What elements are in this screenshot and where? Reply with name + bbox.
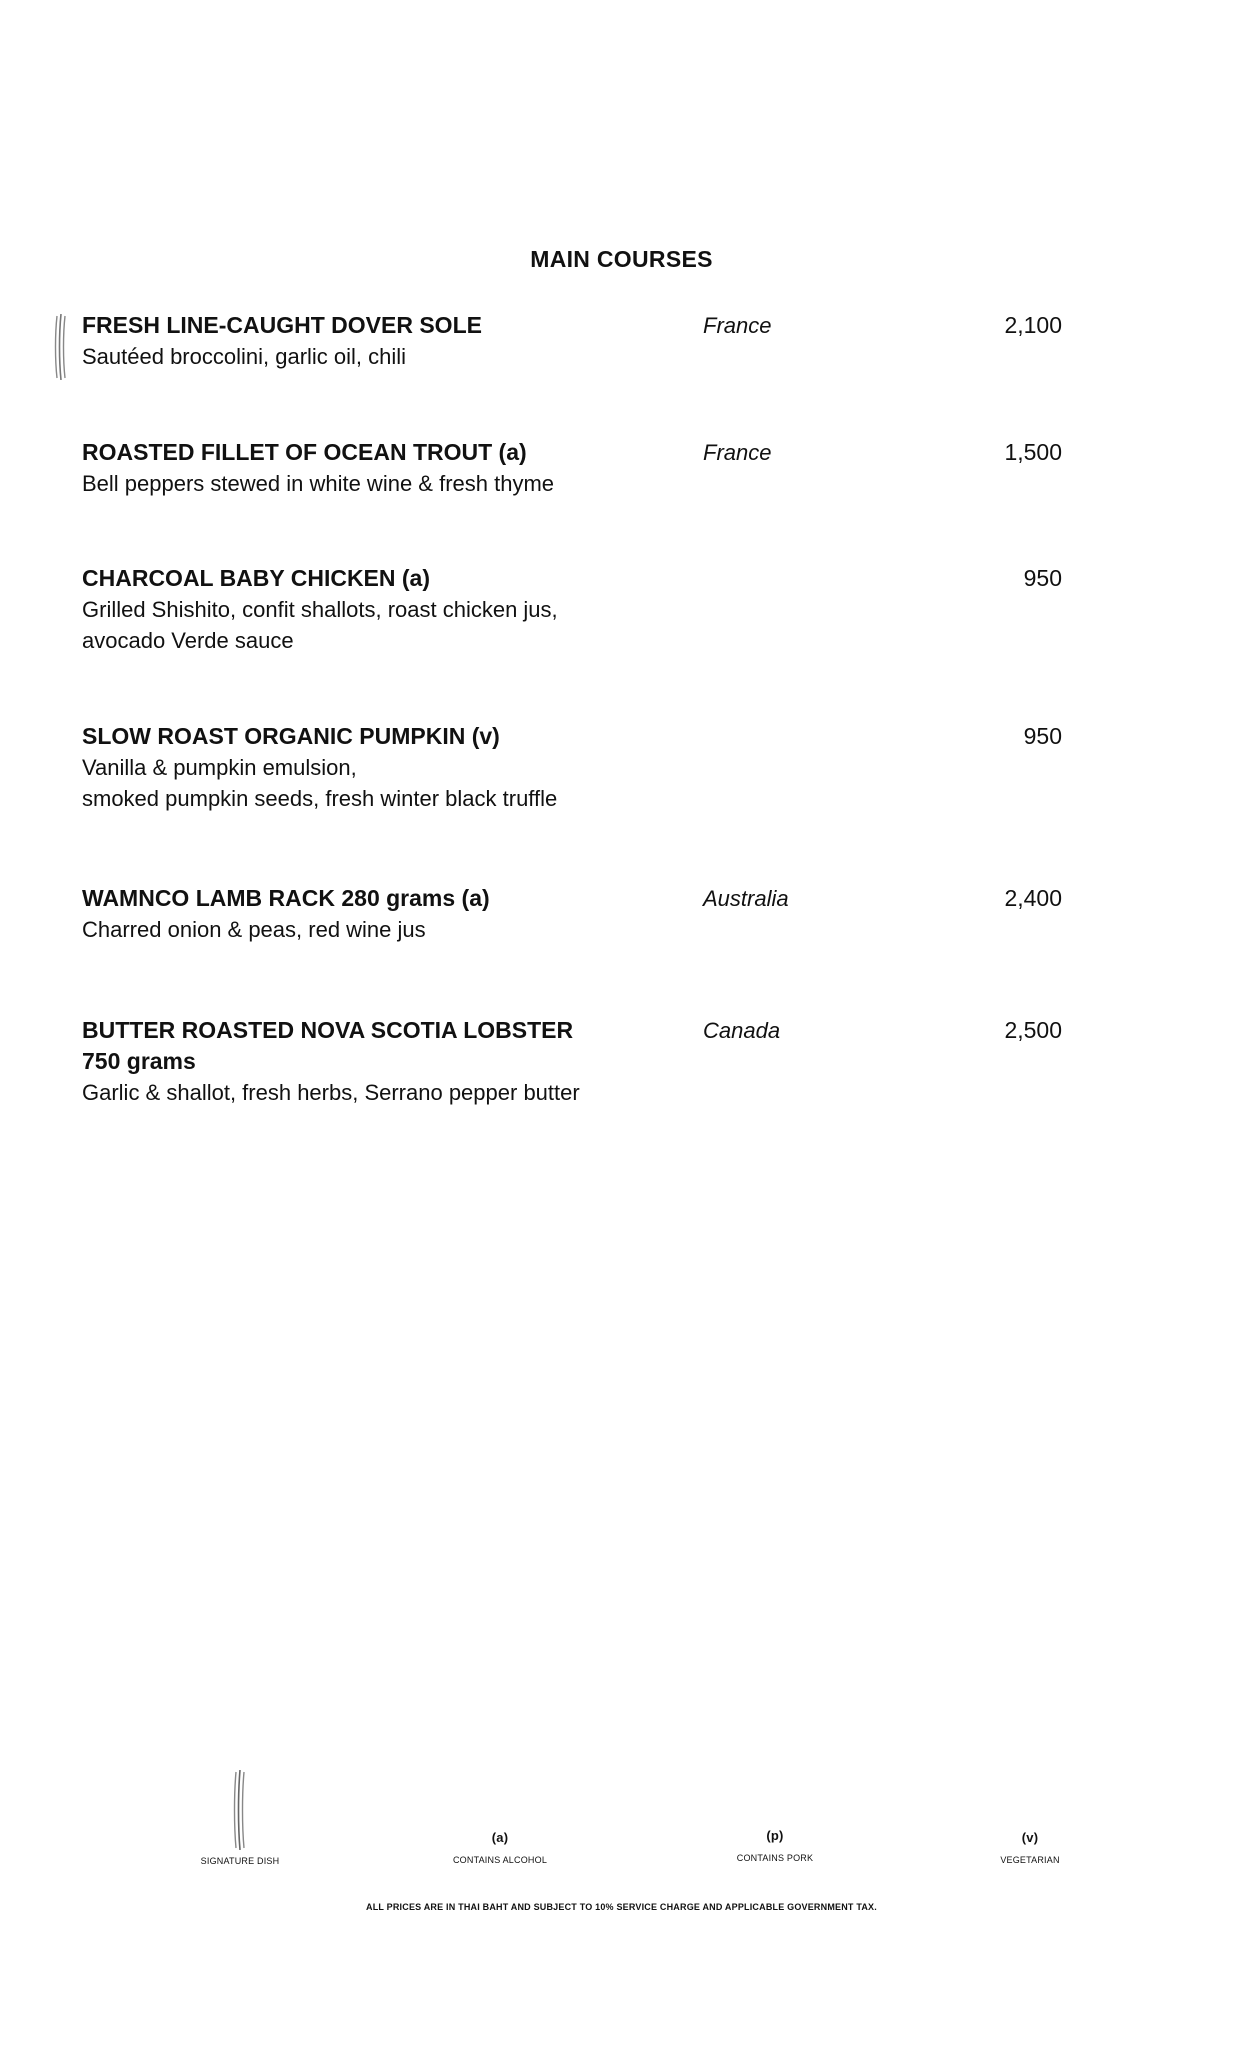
item-price: 950 (1023, 723, 1062, 749)
legend-label: SIGNATURE DISH (200, 1856, 280, 1866)
legend-vegetarian (980, 1830, 1080, 1865)
footer-price-note: ALL PRICES ARE IN THAI BAHT AND SUBJECT TO 10% SERVICE CHARGE AND APPLICABLE GOVERNMENT TAX. (366, 1902, 877, 1912)
item-origin: France (703, 440, 772, 465)
item-description-line-2: avocado Verde sauce (82, 628, 294, 653)
menu-item-dover-sole (82, 310, 1082, 372)
item-description: Vanilla & pumpkin emulsion, (82, 755, 357, 780)
legend-label: CONTAINS ALCOHOL (452, 1855, 548, 1865)
item-origin: Canada (703, 1018, 781, 1043)
item-origin: France (703, 313, 772, 338)
item-price: 950 (1023, 565, 1062, 591)
menu-item-nova-scotia-lobster (82, 1015, 1082, 1108)
legend (0, 1770, 1243, 1880)
signature-dish-icon (54, 314, 68, 380)
item-price: 2,100 (1004, 312, 1062, 338)
menu-item-baby-chicken (82, 563, 1082, 656)
item-name: ROASTED FILLET OF OCEAN TROUT (a) (82, 439, 527, 465)
item-description: Grilled Shishito, confit shallots, roast chicken jus, (82, 597, 558, 622)
item-price: 1,500 (1004, 439, 1062, 465)
legend-contains-alcohol (440, 1830, 560, 1865)
legend-contains-pork (715, 1828, 835, 1863)
menu-item-organic-pumpkin (82, 721, 1082, 814)
item-name: SLOW ROAST ORGANIC PUMPKIN (v) (82, 723, 500, 749)
item-origin: Australia (703, 886, 789, 911)
item-name: CHARCOAL BABY CHICKEN (a) (82, 565, 430, 591)
menu-item-lamb-rack (82, 883, 1082, 945)
legend-label: CONTAINS PORK (736, 1853, 814, 1863)
item-description: Bell peppers stewed in white wine & fresh thyme (82, 471, 555, 496)
item-description: Garlic & shallot, fresh herbs, Serrano pepper butter (82, 1080, 580, 1105)
signature-dish-icon (232, 1770, 248, 1850)
legend-signature-dish (190, 1770, 290, 1866)
legend-symbol: (a) (491, 1830, 509, 1845)
item-price: 2,500 (1004, 1017, 1062, 1043)
item-description-line-2: smoked pumpkin seeds, fresh winter black truffle (82, 786, 558, 811)
item-description: Charred onion & peas, red wine jus (82, 917, 426, 942)
item-description: Sautéed broccolini, garlic oil, chili (82, 344, 407, 369)
item-name: FRESH LINE-CAUGHT DOVER SOLE (82, 312, 482, 338)
menu-item-ocean-trout (82, 437, 1082, 499)
item-price: 2,400 (1004, 885, 1062, 911)
item-name-line-2: 750 grams (82, 1048, 196, 1074)
legend-symbol: (p) (766, 1828, 784, 1843)
item-name: BUTTER ROASTED NOVA SCOTIA LOBSTER (82, 1017, 574, 1043)
legend-symbol: (v) (1021, 1830, 1039, 1845)
legend-label: VEGETARIAN (1000, 1855, 1060, 1865)
item-name: WAMNCO LAMB RACK 280 grams (a) (82, 885, 490, 911)
page-title: MAIN COURSES (530, 246, 713, 272)
